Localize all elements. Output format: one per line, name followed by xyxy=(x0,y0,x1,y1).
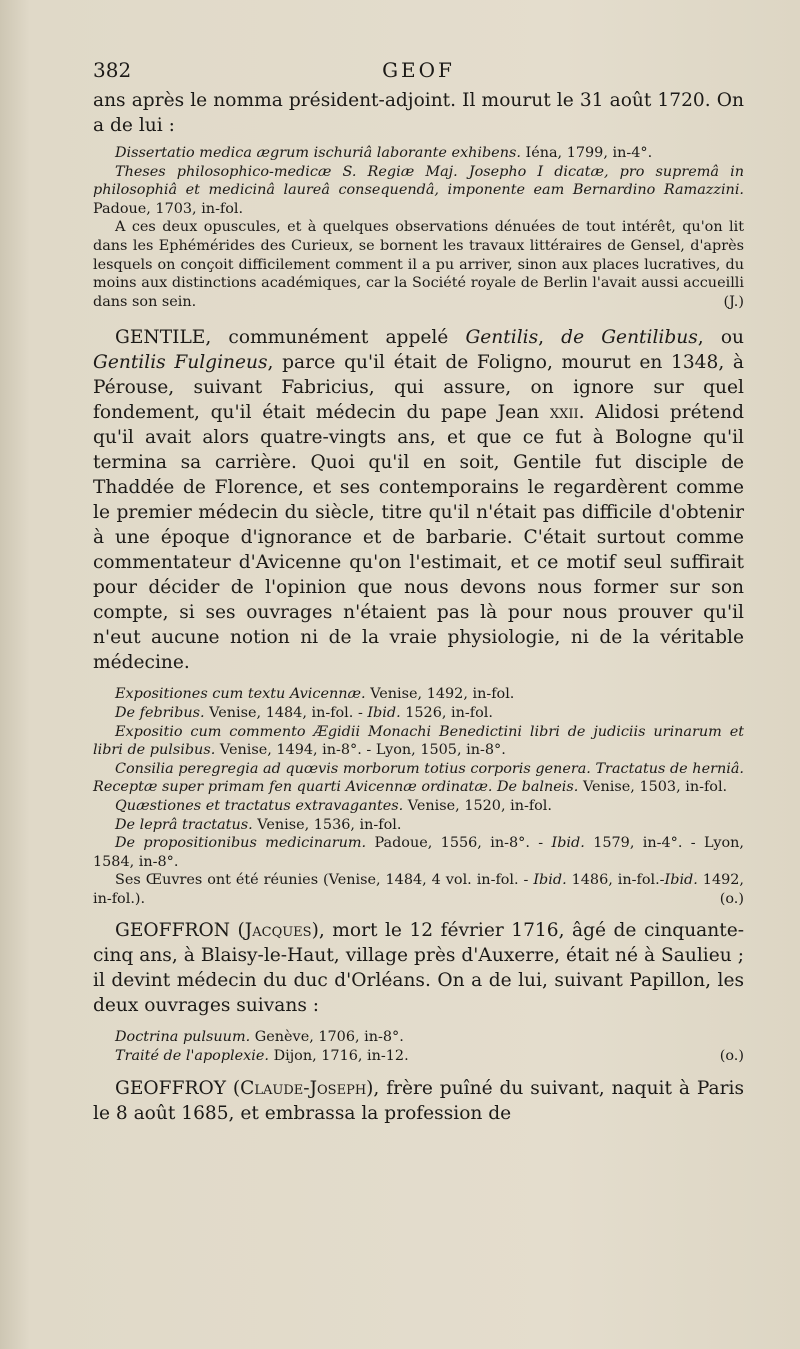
entry-continuation: ans après le nomma président-adjoint. Il mourut le 31 août 1720. On a de lui : xyxy=(93,90,744,136)
bibliography-item: De febribus. Venise, 1484, in-fol. - Ibid. 1526, in-fol. xyxy=(115,704,493,721)
bibliography-item: Traité de l'apoplexie. Dijon, 1716, in-12. (o.) xyxy=(115,1048,744,1065)
bibliography-item: Theses philosophico-medicæ S. Regiæ Maj. Josepho I dicatæ, pro supremâ in philosophiâ et medicinâ laureâ consequendâ, imponente eam Bernardino Ramazzini. Padoue, 1703, in-fol. xyxy=(93,163,744,217)
entry-geoffroy: GEOFFROY (Claude-Joseph), frère puîné du suivant, naquit à Paris le 8 août 1685, et embrassa la profession de xyxy=(93,1077,744,1124)
author-signature: (J.) xyxy=(723,293,744,310)
running-head xyxy=(93,58,744,88)
bibliography-item: Quæstiones et tractatus extravagantes. Venise, 1520, in-fol. xyxy=(115,797,552,814)
entry-headword: GEOFFRON xyxy=(115,920,230,942)
work-title: De leprâ tractatus. xyxy=(115,816,253,833)
author-signature: (o.) xyxy=(719,890,744,907)
bibliography-item: Dissertatio medica ægrum ischuriâ laborante exhibens. Iéna, 1799, in-4°. xyxy=(115,145,653,161)
entry-headword: GENTILE xyxy=(115,327,206,349)
entry-headword: GEOFFROY xyxy=(115,1077,226,1099)
entry-note: A ces deux opuscules, et à quelques observations dénuées de tout intérêt, qu'on lit dans les Ephémérides des Curieux, se bornent les travaux littéraires de Gensel, d'après lesquels on conçoit difficilement comment il a pu arriver, sinon aux places lucratives, du moins aux distinctions académiques, car la Société royale de Berlin l'avait aussi accueilli dans son sein. (J.) xyxy=(93,219,744,310)
bibliography-item: Expositio cum commento Ægidii Monachi Benedictini libri de judiciis urinarum et libri de pulsibus. Venise, 1494, in-8°. - Lyon, 1505, in-8°. xyxy=(93,723,744,759)
running-title: GEOF xyxy=(382,58,455,82)
author-signature: (o.) xyxy=(719,1048,744,1065)
bibliography-item: Doctrina pulsuum. Genève, 1706, in-8°. xyxy=(115,1029,404,1046)
collected-works-note: Ses Œuvres ont été réunies (Venise, 1484, 4 vol. in-fol. - Ibid. 1486, in-fol.-Ibid. 1492, in-fol.). (o.) xyxy=(93,872,744,907)
work-title: Consilia peregregia ad quœvis morborum totius corporis genera. Tractatus de herniâ. Receptæ super primam fen quarti Avicennæ ordinatæ. De balneis. xyxy=(93,760,744,796)
work-title: Traité de l'apoplexie. xyxy=(115,1048,269,1065)
bibliography-item: De leprâ tractatus. Venise, 1536, in-fol. xyxy=(115,816,402,833)
work-title: Expositio cum commento Ægidii Monachi Benedictini libri de judiciis urinarum et libri de pulsibus. xyxy=(93,723,744,759)
work-title: Theses philosophico-medicæ S. Regiæ Maj. Josepho I dicatæ, pro supremâ in philosophiâ et medicinâ laureâ consequendâ, imponente eam Bernardino Ramazzini. xyxy=(93,163,744,199)
work-title: De propositionibus medicinarum. xyxy=(115,835,367,852)
work-title: Expositiones cum textu Avicennæ. xyxy=(115,686,366,703)
entry-gentile: GENTILE, communément appelé Gentilis, de Gentilibus, ou Gentilis Fulgineus, parce qu'il était de Foligno, mourut en 1348, à Pérouse, suivant Fabricius, qui assure, on ignore sur quel fondement, qu'il était médecin du pape Jean xxii. Alidosi prétend qu'il avait alors quatre-vingts ans, et que ce fut à Bologne qu'il termina sa carrière. Quoi qu'il en soit, Gentile fut disciple de Thaddée de Florence, et ses contemporains le regardèrent comme le premier médecin du siècle, titre qu'il n'était pas difficile d'obtenir à une époque d'ignorance et de barbarie. C'était surtout comme commentateur d'Avicenne qu'on l'estimait, et ce motif seul suffirait pour décider de l'opinion que nous devons nous former sur son compte, si ses ouvrages n'étaient pas là pour nous prouver qu'il n'eut aucune notion ni de la vraie physiologie, ni de la véritable médecine. xyxy=(93,327,745,674)
bibliography-item: De propositionibus medicinarum. Padoue, 1556, in-8°. - Ibid. 1579, in-4°. - Lyon, 1584, in-8°. xyxy=(93,835,744,870)
entry-geoffron: GEOFFRON (Jacques), mort le 12 février 1716, âgé de cinquante-cinq ans, à Blaisy-le-Haut, village près d'Auxerre, était né à Saulieu ; il devint médecin du duc d'Orléans. On a de lui, suivant Papillon, les deux ouvrages suivans : xyxy=(93,920,744,1017)
page-number: 382 xyxy=(93,58,132,82)
work-title: De febribus. xyxy=(115,704,205,721)
work-title: Quæstiones et tractatus extravagantes. xyxy=(115,797,404,814)
work-title: Dissertatio medica ægrum ischuriâ laborante exhibens. xyxy=(115,145,521,161)
work-title: Doctrina pulsuum. xyxy=(115,1029,251,1046)
bibliography-item: Expositiones cum textu Avicennæ. Venise, 1492, in-fol. xyxy=(115,686,515,703)
bibliography-item: Consilia peregregia ad quœvis morborum totius corporis genera. Tractatus de herniâ. Receptæ super primam fen quarti Avicennæ ordinatæ. De balneis. Venise, 1503, in-fol. xyxy=(93,760,744,796)
